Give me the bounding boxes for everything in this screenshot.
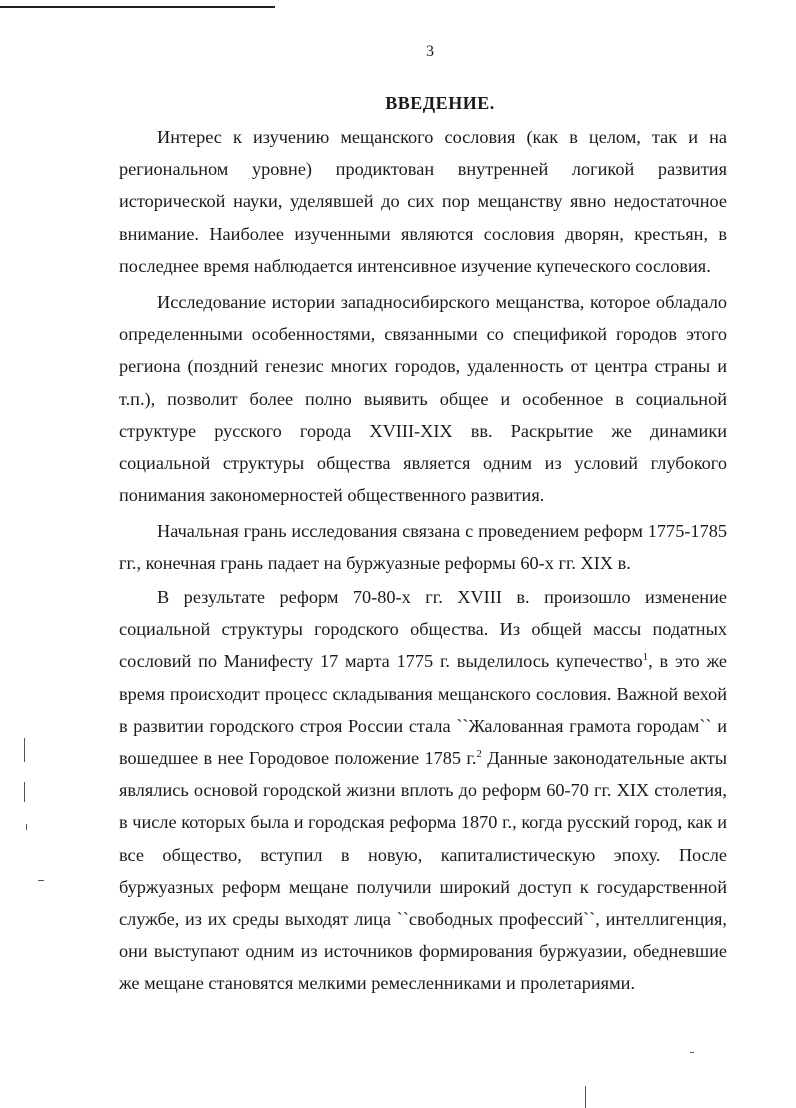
paragraph-1: Интерес к изучению мещанского сословия (как в целом, так и на региональном уровне) продиктован внутренней логикой развития исторической науки, уделявшей до сих пор мещанству явно недостаточное внимание. Наиболее изученными являются сословия дворян, крестьян, в последнее время наблюдается интенсивное изучение купеческого сословия. [119,127,727,276]
paragraph-2: Исследование истории западносибирского мещанства, которое обладало определенными особенностями, связанными со спецификой городов этого региона (поздний генезис многих городов, удаленность от центра страны и т.п.), позволит более полно выявить общее и особенное в социальной структуре русского города XVIII-XIX вв. Раскрытие же динамики социальной структуры общества является одним из условий глубокого понимания закономерностей общественного развития. [119,292,727,506]
scan-top-rule [0,6,275,8]
paragraph-4-part-3: Данные законодательные акты являлись основой городской жизни вплоть до реформ 60-70 гг. XIX столетия, в числе которых была и городская реформа 1870 г., когда русский город, как и все общество, вступил в новую, капиталистическую эпоху. После буржуазных реформ мещане получили широкий доступ к государственной службе, из их среды выходят лица ``свободных профессий``, интеллигенция, они выступают одним из источников формирования буржуазии, обедневшие же мещане становятся мелкими ремесленниками и пролетариями. [119,748,728,994]
page-number: 3 [426,43,434,60]
paragraph-4-part-1: В результате реформ 70-80-х гг. XVIII в. произошло изменение социальной структуры городского общества. Из общей массы податных сословий по Манифесту 17 марта 1775 г. выделилось купечество [119,587,727,672]
scan-mark-left-3 [26,824,27,830]
footnote-ref-1[interactable]: 1 [642,651,649,664]
page-heading: ВВЕДЕНИЕ. [385,93,495,113]
scan-mark-left-4 [38,880,44,881]
paragraph-4 [119,581,727,1000]
paragraph-3: Начальная грань исследования связана с проведением реформ 1775-1785 гг., конечная грань падает на буржуазные реформы 60-х гг. XIX в. [119,521,727,574]
scan-mark-right [690,1052,694,1053]
paragraph-4-part-2: , в это же время происходит процесс складывания мещанского сословия. Важной вехой в развитии городского строя России стала ``Жалованная грамота городам`` и вошедшее в нее Городовое положение 1785 г. [119,651,727,769]
scan-mark-bottom [585,1086,586,1108]
scan-mark-left-1 [24,738,25,762]
scan-mark-left-2 [24,782,25,802]
footnote-ref-2[interactable]: 2 [476,748,482,761]
